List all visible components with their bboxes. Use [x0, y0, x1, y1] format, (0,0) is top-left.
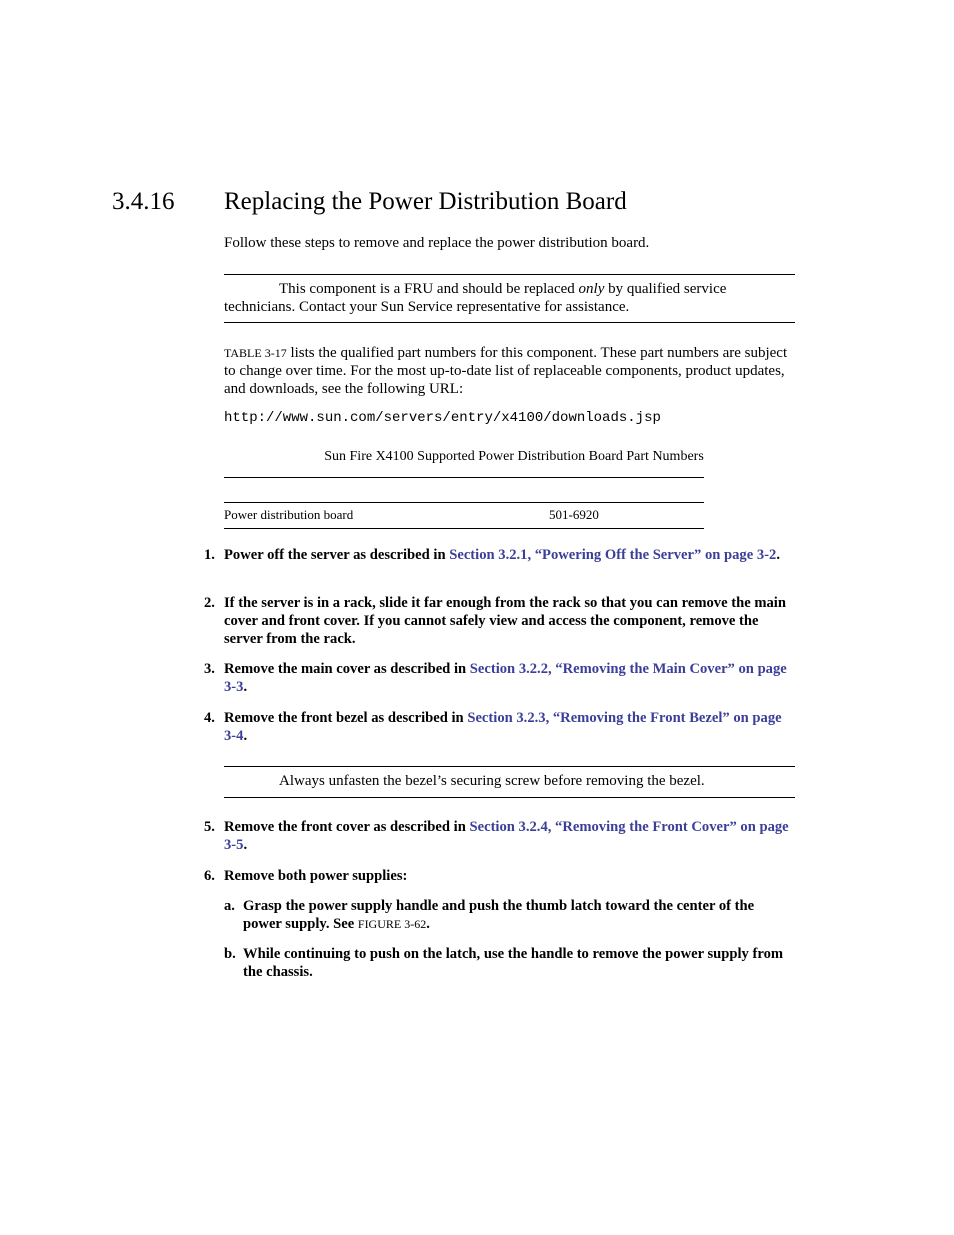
step-text: Remove both power supplies: [224, 868, 408, 884]
table-title: Sun Fire X4100 Supported Power Distribution Board Part Numbers [324, 449, 704, 464]
step-1 [204, 546, 795, 564]
step-link[interactable]: Section 3.2.4, “Removing the Front Cover” on page 3-5 [224, 819, 789, 853]
substep-letter: a. [224, 898, 235, 914]
substep-text: Grasp the power supply handle and push the thumb latch toward the center of the power supply. See [243, 898, 755, 932]
step-number: 4. [204, 710, 215, 726]
fru-note-after: by qualified service technicians. Contact your Sun Service representative for assistance. [224, 281, 727, 315]
step-end: . [243, 728, 248, 744]
table-bottom-rule [224, 528, 704, 529]
step-text: If the server is in a rack, slide it far enough from the rack so that you can remove the main cover and front cover. If you cannot safely view and access the component, remove the server from the rack. [224, 595, 786, 647]
note2-top-rule [224, 766, 795, 767]
step-2 [204, 594, 795, 648]
fru-note-emphasis: only [578, 281, 605, 297]
step-link[interactable]: Section 3.2.3, “Removing the Front Bezel” on page 3-4 [224, 710, 782, 744]
substep-letter: b. [224, 946, 236, 962]
table-top-rule [224, 477, 704, 478]
step-4 [204, 709, 795, 745]
section-title: Replacing the Power Distribution Board [224, 188, 627, 215]
substep-end: . [426, 916, 430, 932]
step-3 [204, 660, 795, 696]
figure-reference: FIGURE 3-62 [357, 917, 427, 931]
table-cell-name: Power distribution board [224, 507, 354, 522]
step-link[interactable]: Section 3.2.1, “Powering Off the Server” on page 3-2 [449, 547, 777, 563]
note-top-rule [224, 274, 795, 275]
substep-text: While continuing to push on the latch, use the handle to remove the power supply from the chassis. [243, 946, 784, 980]
note2-bottom-rule [224, 797, 795, 798]
step-link[interactable]: Section 3.2.2, “Removing the Main Cover” on page 3-3 [224, 661, 787, 695]
step-number: 3. [204, 661, 215, 677]
step-end: . [776, 547, 780, 563]
downloads-url[interactable]: http://www.sun.com/servers/entry/x4100/downloads.jsp [224, 410, 661, 426]
paragraph-text: lists the qualified part numbers for this component. These part numbers are subject to change over time. For the most up-to-date list of replaceable components, product updates, and downloads, see the following URL: [224, 345, 788, 397]
section-number: 3.4.16 [112, 188, 175, 215]
bezel-note: Always unfasten the bezel’s securing screw before removing the bezel. [279, 773, 705, 789]
table-reference: TABLE 3-17 [224, 346, 287, 360]
part-numbers-paragraph [224, 344, 795, 398]
substep-b [224, 945, 795, 981]
step-text: Remove the front cover as described in [224, 819, 470, 835]
step-5 [204, 818, 795, 854]
step-number: 1. [204, 547, 215, 563]
step-number: 5. [204, 819, 215, 835]
step-text: Remove the main cover as described in [224, 661, 470, 677]
substep-a [224, 897, 795, 933]
table-cell-part-number: 501-6920 [549, 507, 599, 522]
step-text: Remove the front bezel as described in [224, 710, 468, 726]
step-end: . [243, 837, 248, 853]
step-end: . [243, 679, 248, 695]
step-text: Power off the server as described in [224, 547, 450, 563]
note-bottom-rule [224, 322, 795, 323]
step-number: 2. [204, 595, 215, 611]
fru-note [224, 280, 795, 316]
intro-text: Follow these steps to remove and replace the power distribution board. [224, 235, 650, 251]
table-header-rule [224, 502, 704, 503]
fru-note-before: This component is a FRU and should be replaced [279, 281, 579, 297]
step-6 [204, 867, 795, 885]
step-number: 6. [204, 868, 215, 884]
